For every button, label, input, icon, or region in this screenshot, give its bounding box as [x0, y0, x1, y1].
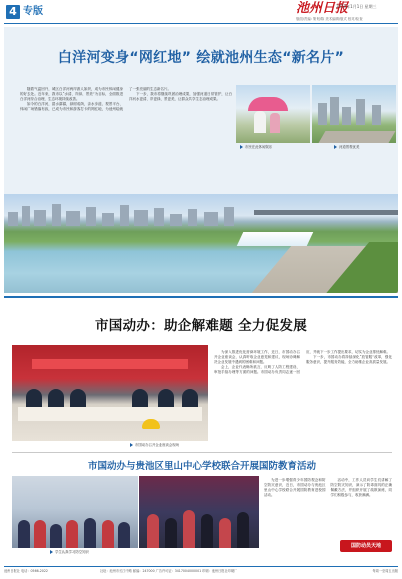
photo-students-drill — [139, 476, 259, 548]
figure-shape — [102, 520, 114, 548]
story2-paragraph: 为深入推进优化营商环境工作，近日，市国动办召开企业座谈会，认真听取企业意见和建议，现场协调解决企业发展中遇到的困难和问题。 — [214, 350, 300, 364]
story2-paragraph: 下一步，市国动办将持续深化“放管服”改革，强化服务意识，提升服务效能，全力助推企业高质量发展。 — [306, 355, 392, 364]
hard-hat-shape — [142, 419, 160, 429]
city-skyline — [4, 204, 244, 226]
figure-shape — [34, 520, 46, 548]
photo-caption: 市民在此休闲娱乐 — [240, 145, 272, 149]
meeting-table-shape — [18, 407, 202, 421]
footer-address: 社址：池州市长江中路 邮编：247000 广告许可证：3417004000001 印刷：池州日报社印刷厂 — [100, 569, 238, 573]
figure-shape — [66, 520, 78, 548]
figure-shape — [147, 514, 159, 548]
footer-rule — [4, 566, 398, 567]
caption-marker-icon — [240, 145, 243, 149]
story2-headline: 市国动办：助企解难题 全力促发展 — [95, 318, 307, 334]
caption-marker-icon — [334, 145, 337, 149]
figure-shape — [219, 518, 231, 548]
footer-schedule: 每周一至周五出版 — [372, 569, 398, 573]
story1-paragraph: 下一步，我市将继续巩固治理成果，加强河道日常管护，让白洋河水更清、岸更绿、景更美，让群众共享生态治理成果。 — [129, 92, 232, 101]
figure-shape — [165, 518, 177, 548]
story3-headline: 市国动办与贵池区里山中心学校联合开展国防教育活动 — [87, 461, 316, 472]
dam-waterfall-shape — [237, 232, 314, 246]
section-label: 专版 — [23, 6, 43, 17]
building-shape — [372, 105, 381, 125]
bridge-shape — [254, 210, 398, 215]
figure-shape — [84, 518, 96, 548]
figure-shape — [270, 113, 280, 133]
meeting-banner-shape — [32, 359, 188, 369]
building-shape — [356, 99, 365, 125]
story-divider — [12, 452, 392, 453]
photo-river-dam-panorama — [4, 194, 398, 293]
story1-paragraph: 随着气温回升，城区白洋河两岸游人如织，成为市民休闲健身的好去处。近年来，我市以“水清、岸绿、景美”为目标，全面推进白洋河综合治理，生态环境持续改善。 — [20, 87, 123, 101]
photo-students-lesson — [12, 476, 138, 548]
header-rule — [4, 23, 398, 24]
caption-marker-icon — [50, 550, 53, 554]
building-shape — [330, 97, 339, 125]
building-shape — [318, 103, 327, 125]
figure-shape — [18, 520, 30, 548]
section-divider — [4, 296, 398, 298]
figure-shape — [237, 512, 249, 548]
story2-paragraph: 会上，企业代表畅所欲言，反映了人防工程建设、审批手续办理等方面的问题。市国动办负责同志逐一回应，并就下一步工作提出要求，切实为企业排忧解难。 — [214, 350, 390, 374]
figure-shape — [118, 522, 130, 548]
photo-caption: 市国动办召开企业座谈会现场 — [130, 443, 179, 447]
masthead-logo: 池州日报 — [296, 1, 349, 16]
walkway-shape — [319, 131, 396, 143]
photo-caption: 学生认真学习防空知识 — [50, 550, 89, 554]
story1-headline: 白洋河变身“网红地” 绘就池州生态“新名片” — [57, 50, 345, 66]
figure-shape — [183, 510, 195, 548]
umbrella-shape — [248, 97, 288, 111]
figure-shape — [50, 524, 62, 548]
page-header — [0, 0, 402, 24]
story2-body — [214, 350, 392, 444]
photo-residents-umbrella — [236, 85, 310, 143]
photo-river-walkway — [312, 85, 396, 143]
story1-paragraph: 如今的白洋河，碧水潺潺，绿树成荫，亲水步道、观景平台、休闲广场错落有致，已成为市民和游客打卡的网红地，为池州绘就了一张亮丽的生态新名片。 — [20, 87, 171, 111]
issue-date: 2019年1月1日 星期三 — [336, 4, 377, 9]
page-number: 4 — [6, 5, 20, 19]
story3-paragraph: 活动中，工作人员向学生们讲解了防空防灾知识，演示了防毒面具的正确佩戴方法，并组织开展了疏散演练，同学们积极参与，收获满满。 — [330, 478, 392, 497]
figure-shape — [201, 514, 213, 548]
photo-enterprise-meeting — [12, 345, 208, 441]
editors-line: 版面/责编: 策划/陈 美术编辑/版式 校对/检查 — [296, 17, 363, 21]
building-shape — [342, 107, 351, 125]
caption-marker-icon — [130, 443, 133, 447]
figure-shape — [254, 111, 266, 133]
story3-paragraph: 为进一步增强青少年国防观念和防空防灾意识，近日，市国动办与贵池区里山中心学校联合开展国防教育进校园活动。 — [264, 478, 326, 497]
photo-caption: 河道景观优美 — [334, 145, 359, 149]
column-badge-label: 国防动员天地 — [350, 543, 381, 549]
column-badge — [340, 540, 392, 552]
footer-contact: 池州日报社 电话：0566-2022 — [4, 569, 48, 573]
story3-body — [264, 478, 392, 540]
